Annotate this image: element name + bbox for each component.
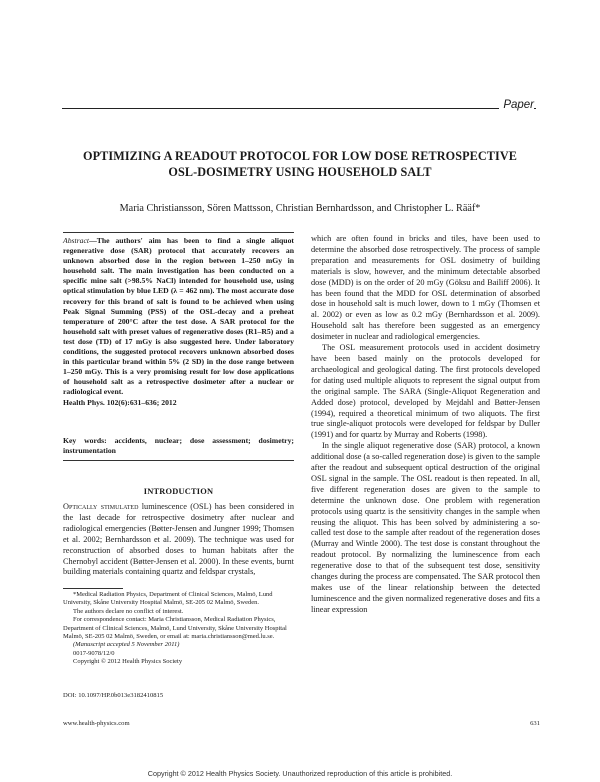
intro-lead: Optically stimulated (63, 502, 139, 511)
abstract-text: —The authors' aim has been to find a single aliquot regenerative dose (SAR) protocol that accurately recovers an unknown absorbed dose in the region between 1–250 mGy in household salt. The main investigation has been conducted on a specific mine salt (>98.5% NaCl) intended for household use, using optical stimulation by blue LED (λ = 462 nm). The most accurate dose recovery for this brand of salt is found to be achieved when using Peak Signal Summing (PSS) of the OSL-decay and a preheat temperature of 200°C after the test dose. A SAR protocol for the household salt with preset values of regenerative doses (R1–R5) and a test dose (TD) of 17 mGy is also suggested here. Under laboratory conditions, the suggested protocol recovers unknown absorbed doses in this particular brand within 5% (2 SD) in the dose range between 1–250 mGy. This is a very promising result for low dose applications of household salt as a retrospective dosimeter after a nuclear or radiological event. (63, 236, 294, 397)
footnote-correspondence: For correspondence contact: Maria Christiansson, Medical Radiation Physics, Department of Clinical Sciences, Malmö, Lund University, Skåne University Hospital Malmö, SE-205 02 Malmö, Sweden, or email at: maria.christiansson@med.lu.se. (63, 616, 287, 641)
intro-body: luminescence (OSL) has been considered in the last decade for retrospective dosimetry after nuclear and radiological emergencies (Bøtter-Jensen and Jungner 1999; Thomsen et al. 2002; Bernhardsson et al. 2009). The technique was used for reconstruction of absorbed doses to human habitats after the Chernobyl accident (Bøtter-Jensen et al. 2000). In these events, burnt building materials containing quartz and feldspar crystals, (63, 502, 294, 577)
footnote-copyright: Copyright © 2012 Health Physics Society (73, 658, 183, 666)
copyright-notice: Copyright © 2012 Health Physics Society. Unauthorized reproduction of this article is prohibited. (147, 769, 453, 778)
footnote-manuscript: (Manuscript accepted 5 November 2011) (73, 641, 180, 649)
author-list: Maria Christiansson, Sören Mattsson, Christian Bernhardsson, and Christopher L. Rääf* (119, 203, 481, 214)
title-line-1: OPTIMIZING A READOUT PROTOCOL FOR LOW DOSE RETROSPECTIVE (83, 149, 517, 163)
introduction-heading: INTRODUCTION (143, 487, 214, 496)
keywords: Key words: accidents, nuclear; dose assessment; dosimetry; instrumentation (63, 436, 294, 456)
paragraph: In the single aliquot regenerative dose (SAR) protocol, a known additional dose (a so-called regeneration dose) is given to the sample after the readout and subsequent optical destruction of the original OSL signal in the sample. The OSL readout is then repeated. In all, five different regeneration doses are given to the sample to determine the unknown dose. One problem with regeneration protocols using quartz is the sensitivity changes in the sample when reusing the aliquot. This has been solved by administering a so-called test dose to the sample after readout of the regeneration doses (Murray and Wintle 2000). The test dose is constant throughout the readout protocol. By normalizing the luminescence from each regenerative dose to that of the subsequent test dose, sensitivity changes during the process are compensated. The SAR protocol then makes use of the linear relationship between the detected luminescence and the given normalized regenerative doses and fits a linear expression (311, 441, 541, 614)
journal-url[interactable]: www.health-physics.com (63, 720, 130, 727)
section-label: Paper (499, 99, 534, 111)
introduction-text (63, 502, 294, 578)
paragraph: The OSL measurement protocols used in accident dosimetry have been based mainly on the protocols developed for archaeological and geological dating. The first protocols developed for dating used multiple aliquots to represent the signal output from the original sample. The SARA (Single-Aliquot Regeneration and Added dose) protocol, developed by Mejdahl and Bøtter-Jensen (1994), required a theoretical minimum of two aliquots. The first true single-aliquot protocols were developed for feldspar by Duller (1991) and for quartz by Murray and Roberts (1998). (311, 343, 540, 440)
header-rule (62, 108, 536, 109)
footnote-affiliation: *Medical Radiation Physics, Department of Clinical Sciences, Malmö, Lund University, Skåne University Hospital Malmö, SE-205 02 Malmö, Sweden. (63, 591, 273, 607)
page-number: 631 (530, 720, 540, 727)
footnote-rule (63, 588, 123, 589)
abstract (63, 236, 294, 408)
article-title (60, 148, 540, 180)
title-line-2: OSL-DOSIMETRY USING HOUSEHOLD SALT (168, 165, 432, 179)
abstract-top-rule (63, 232, 294, 233)
footnote-conflict: The authors declare no conflict of interest. (73, 607, 184, 615)
footnote-issn: 0017-9078/12/0 (73, 649, 115, 657)
doi: DOI: 10.1097/HP.0b013e3182410815 (63, 692, 164, 699)
right-column-text (311, 234, 540, 616)
abstract-bottom-rule (63, 460, 294, 461)
abstract-citation: Health Phys. 102(6):631–636; 2012 (63, 397, 177, 407)
paragraph: which are often found in bricks and tiles, have been used to determine the absorbed dose retrospectively. The process of sample preparation and measurements for OSL dosimetry of building materials is slow, however, and the minimum detectable absorbed dose (MDD) is on the order of 20 mGy (Göksu and Bailiff 2006). It has been found that the MDD for OSL determination of absorbed dose in household salt is much lower, down to 1 mGy (Thomsen et al. 2002) or even as low as 0.2 mGy (Bernhardsson et al. 2009). Household salt has therefore been suggested as an emergency dosimeter in nuclear and radiological emergencies. (311, 234, 540, 342)
footnotes (63, 591, 294, 667)
abstract-label: Abstract (63, 236, 90, 245)
